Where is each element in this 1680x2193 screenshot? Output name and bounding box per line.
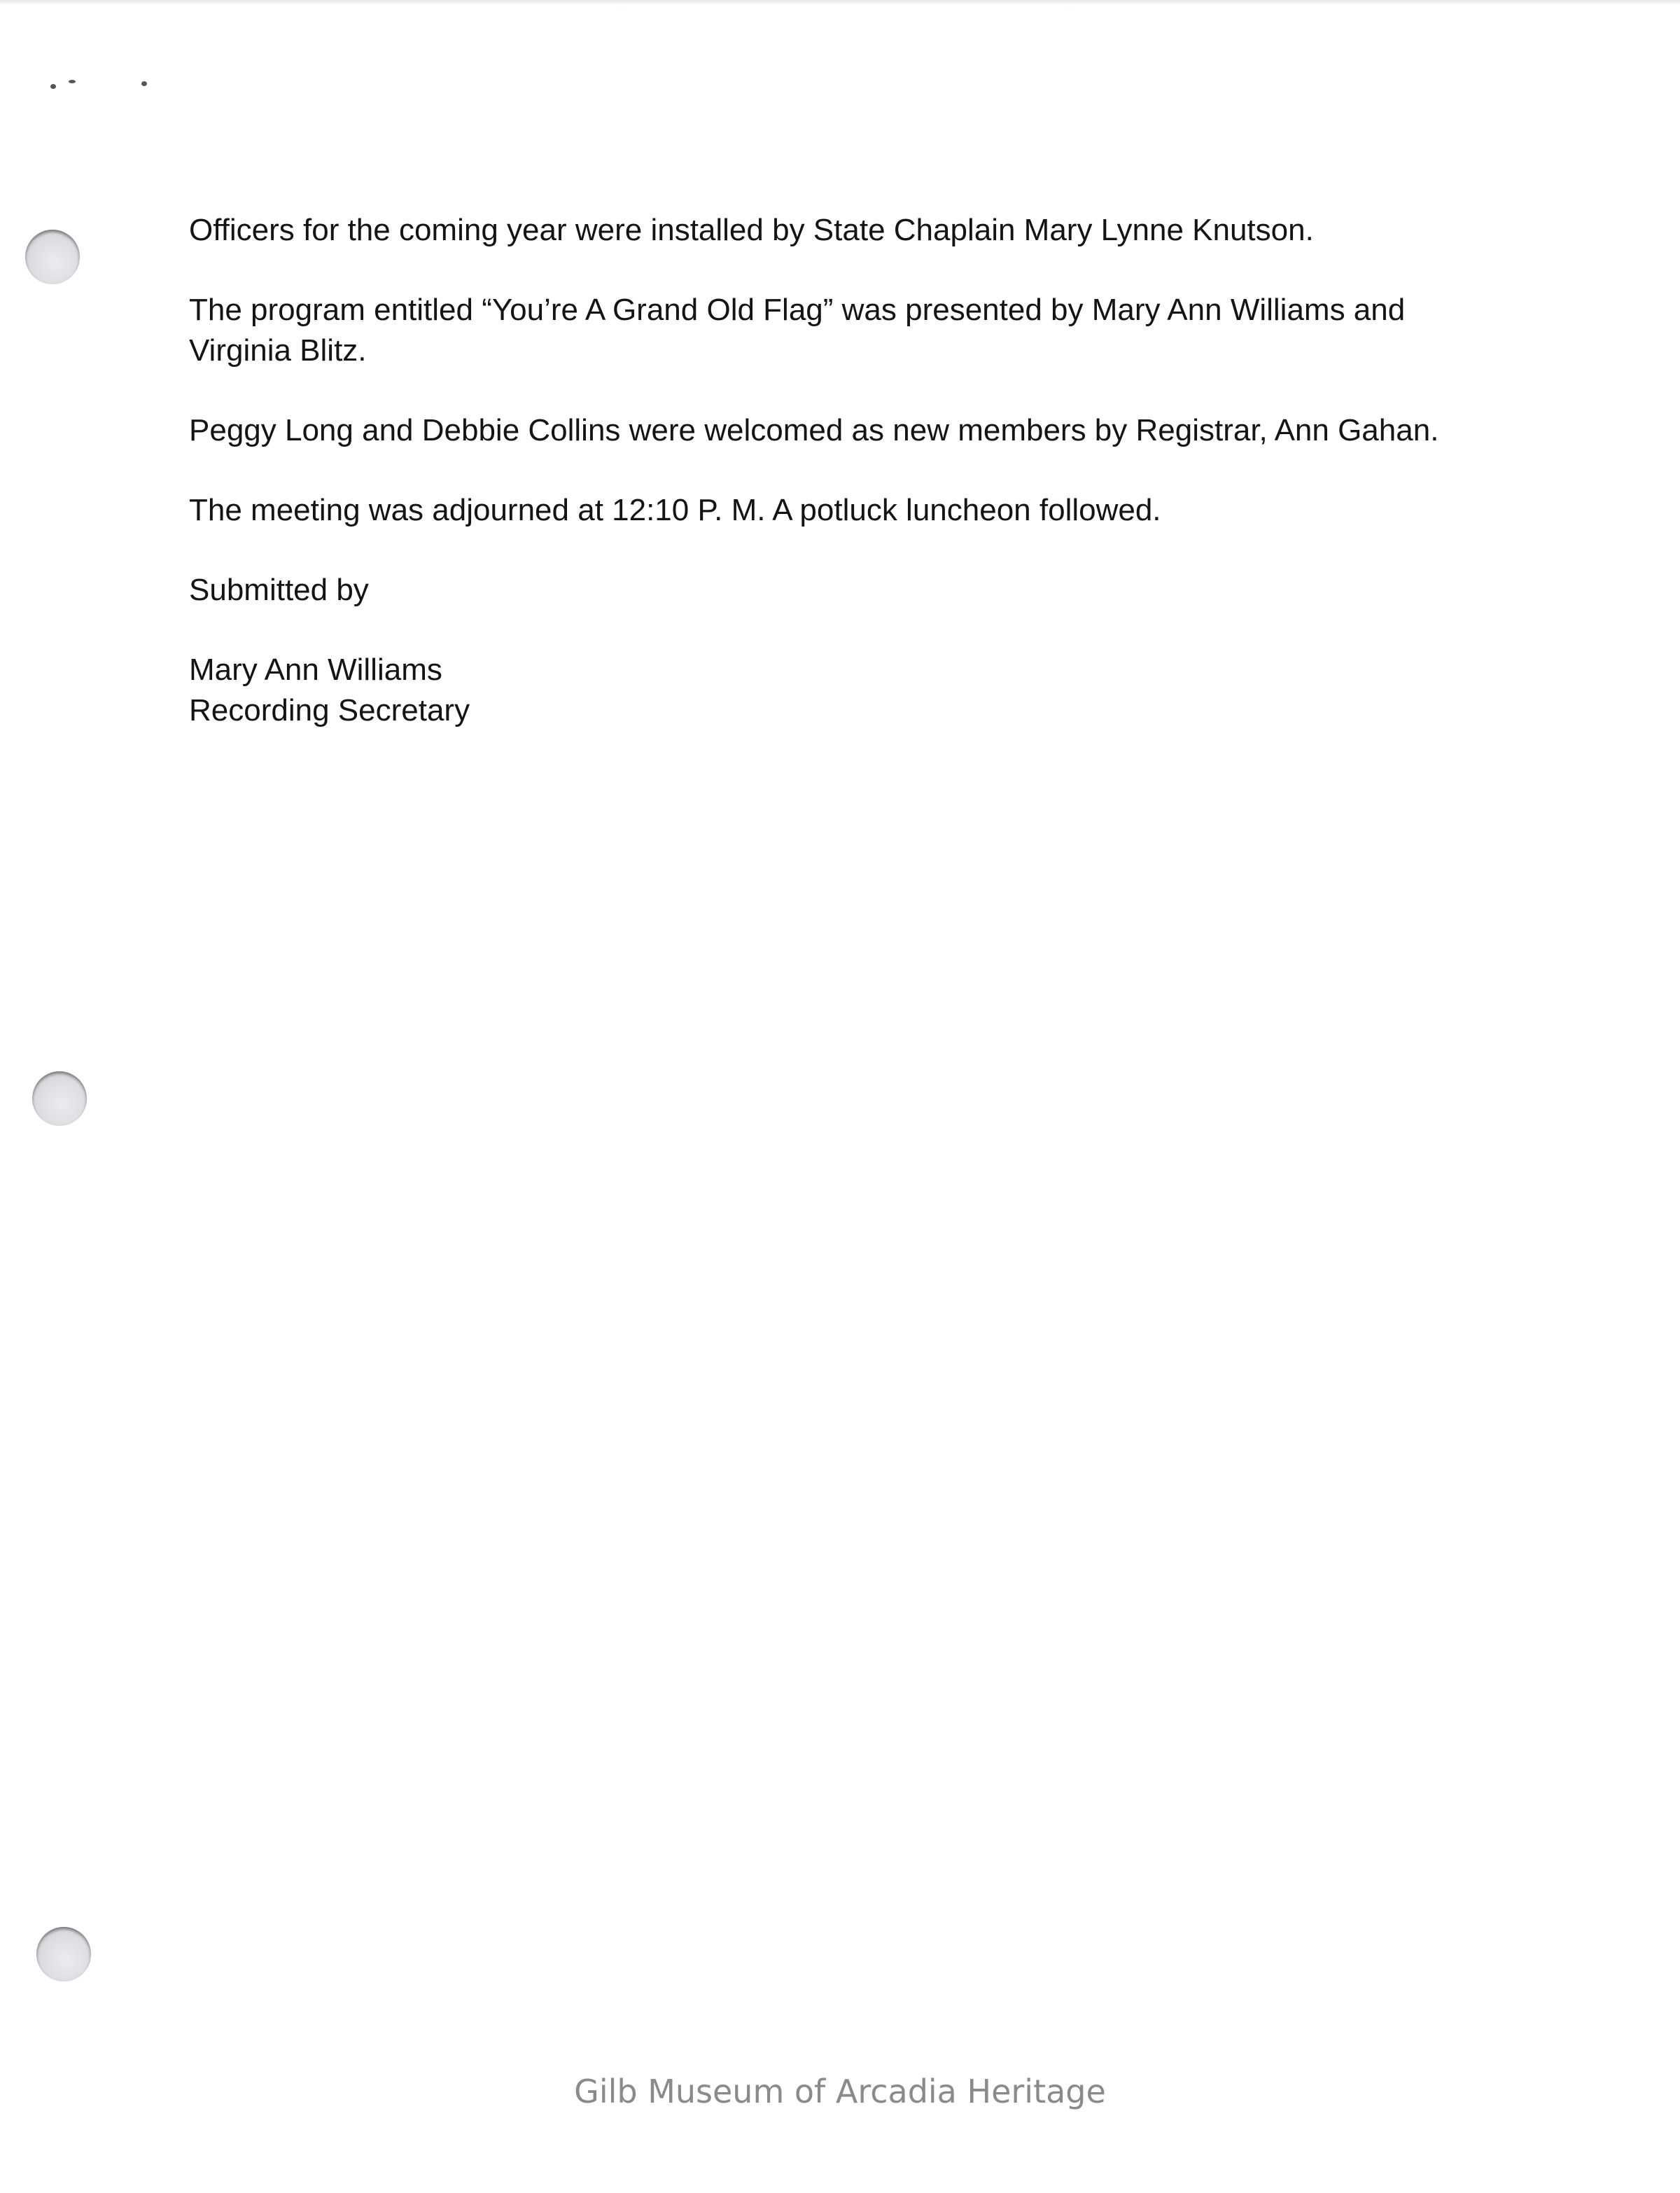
paper-speck [69,80,76,83]
punch-hole-bottom [36,1927,91,1982]
paragraph-program: The program entitled “You’re A Grand Old Flag” was presented by Mary Ann Williams and Virginia Blitz. [189,293,1406,368]
paragraph-adjournment: The meeting was adjourned at 12:10 P. M. A potluck luncheon followed. [189,493,1161,527]
document-body [189,210,1505,731]
signature-block [189,650,1505,731]
paper-speck [50,84,56,89]
museum-watermark: Gilb Museum of Arcadia Heritage [574,2073,1106,2110]
paragraph-new-members: Peggy Long and Debbie Collins were welcomed as new members by Registrar, Ann Gahan. [189,413,1439,447]
paper-speck [141,81,147,86]
punch-hole-middle [32,1071,87,1126]
punch-hole-top [25,230,80,284]
scan-edge [0,0,1680,6]
signature-title: Recording Secretary [189,693,470,727]
signature-name: Mary Ann Williams [189,653,442,687]
paragraph-submitted-by: Submitted by [189,573,369,607]
paragraph-officers-installed: Officers for the coming year were installed by State Chaplain Mary Lynne Knutson. [189,213,1314,247]
